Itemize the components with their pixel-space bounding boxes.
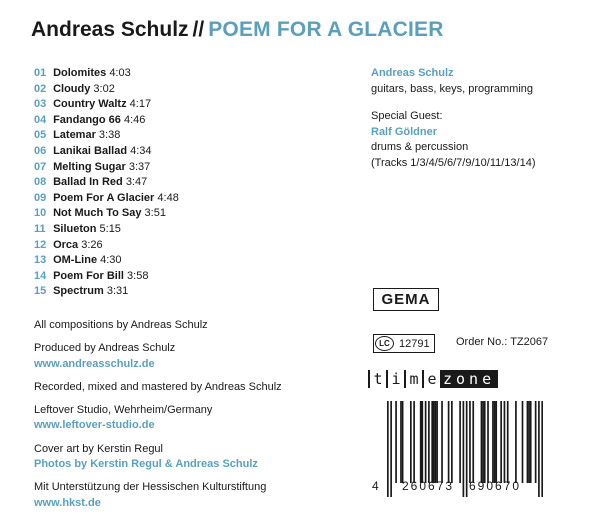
track-item <box>34 222 179 238</box>
barcode-guard-bar <box>466 401 468 497</box>
artist-name: Andreas Schulz <box>31 18 189 41</box>
barcode-bar <box>469 401 471 483</box>
track-title: Cloudy <box>53 82 91 95</box>
track-item <box>34 253 179 269</box>
track-title: Fandango 66 <box>53 113 121 126</box>
recorded-credit: Recorded, mixed and mastered by Andreas Schulz <box>34 380 282 393</box>
barcode-bar <box>492 401 494 483</box>
gema-logo: GEMA <box>373 288 439 311</box>
photos-credit: Photos by Kerstin Regul & Andreas Schulz <box>34 458 258 471</box>
barcode-bar <box>481 401 483 483</box>
barcode-bar <box>484 401 486 483</box>
track-duration: 3:38 <box>98 129 121 142</box>
barcode-guard-bar <box>541 401 543 497</box>
track-title: Not Much To Say <box>53 207 142 220</box>
studio-credit: Leftover Studio, Wehrheim/Germany <box>34 404 213 417</box>
support-credit: Mit Unterstützung der Hessischen Kulturstiftung <box>34 481 267 494</box>
track-number: 09 <box>34 191 47 204</box>
track-item <box>34 160 179 176</box>
barcode-bar <box>436 401 438 483</box>
track-number: 12 <box>34 238 47 251</box>
barcode-bar <box>448 401 450 483</box>
barcode-bar <box>500 401 502 483</box>
track-duration: 3:47 <box>125 176 148 189</box>
track-title: Silueton <box>53 222 97 235</box>
track-duration: 3:31 <box>106 285 129 298</box>
barcode-bar <box>507 401 509 483</box>
track-title: Poem For Bill <box>53 269 124 282</box>
barcode-bar <box>494 401 496 483</box>
track-item <box>34 175 179 191</box>
barcode-first-digit: 4 <box>372 479 379 493</box>
album-title <box>31 18 444 42</box>
barcode-bar <box>504 401 506 483</box>
track-duration: 3:26 <box>81 238 103 251</box>
label-code-number: 12791 <box>399 337 430 350</box>
guest-label: Special Guest: <box>371 110 443 123</box>
track-number: 04 <box>34 113 47 126</box>
musician-instruments: guitars, bass, keys, programming <box>371 82 534 95</box>
guest-name: Ralf Göldner <box>371 125 438 138</box>
barcode-bar <box>428 401 430 483</box>
barcode-bar <box>527 401 529 483</box>
track-item <box>34 144 179 160</box>
barcode-bar <box>528 401 530 483</box>
barcode-bar <box>413 401 415 483</box>
barcode-bar <box>431 401 433 483</box>
barcode-bar <box>435 401 437 483</box>
barcode-bar <box>472 401 474 483</box>
track-number: 11 <box>34 222 46 235</box>
track-number: 02 <box>34 82 47 95</box>
track-number: 13 <box>34 254 47 267</box>
barcode-left-digits: 260673 <box>402 479 455 493</box>
production-credits <box>34 318 282 519</box>
timezone-logo <box>368 370 498 388</box>
barcode-guard-bar <box>463 401 465 497</box>
track-title: Lanikai Ballad <box>53 144 128 157</box>
track-duration: 4:30 <box>100 254 122 267</box>
track-duration: 4:46 <box>123 113 146 126</box>
produced-credit: Produced by Andreas Schulz <box>34 342 176 355</box>
barcode-bar <box>400 401 402 483</box>
track-title: Orca <box>53 238 79 251</box>
track-duration: 3:51 <box>144 207 166 220</box>
barcode-bar <box>425 401 427 483</box>
musician-credits <box>371 66 535 172</box>
order-number: Order No.: TZ2067 <box>456 336 549 348</box>
track-duration: 4:03 <box>109 67 131 79</box>
barcode-bar <box>530 401 532 483</box>
track-duration: 4:17 <box>129 98 152 111</box>
track-title: Spectrum <box>53 285 104 298</box>
studio-url-link[interactable]: www.leftover-studio.de <box>34 419 155 432</box>
track-title: Dolomites <box>53 67 107 79</box>
barcode-bar <box>515 401 517 483</box>
barcode-bar <box>459 401 461 483</box>
barcode-bar <box>495 401 497 483</box>
logo-letter: e <box>427 370 437 388</box>
barcode-guard-bar <box>538 401 540 497</box>
barcode-guard-bar <box>390 401 392 497</box>
track-number: 08 <box>34 176 47 189</box>
track-number: 03 <box>34 98 47 111</box>
cover-credit: Cover art by Kerstin Regul <box>34 442 163 455</box>
barcode-bar <box>482 401 484 483</box>
track-item <box>34 113 179 129</box>
logo-letter: t <box>373 370 383 388</box>
lc-icon: LC <box>375 336 394 351</box>
track-list <box>34 66 179 300</box>
track-title: Country Waltz <box>53 98 127 111</box>
title-separator: // <box>192 18 205 41</box>
track-number: 07 <box>34 160 47 173</box>
logo-letter: i <box>391 370 401 388</box>
label-code-badge <box>373 334 435 353</box>
barcode-bar <box>421 401 423 483</box>
barcode-bar <box>451 401 453 483</box>
track-duration: 3:37 <box>128 160 151 173</box>
track-duration: 5:15 <box>99 222 121 235</box>
logo-inverse-word: zone <box>440 370 498 388</box>
guest-instruments: drums & percussion <box>371 141 469 154</box>
track-duration: 4:34 <box>130 144 152 157</box>
track-item <box>34 284 179 300</box>
track-item <box>34 97 179 113</box>
barcode-bar <box>395 401 397 483</box>
barcode-bar <box>535 401 537 483</box>
track-title: Latemar <box>53 129 96 142</box>
track-duration: 3:58 <box>127 269 149 282</box>
album-name: POEM FOR A GLACIER <box>208 18 444 41</box>
musician-name: Andreas Schulz <box>371 67 454 79</box>
track-number: 14 <box>34 269 47 282</box>
compositions-credit: All compositions by Andreas Schulz <box>34 319 208 331</box>
produced-url-link[interactable]: www.andreasschulz.de <box>34 357 155 370</box>
track-item <box>34 66 179 82</box>
track-title: Poem For A Glacier <box>53 191 155 204</box>
track-number: 01 <box>34 67 47 79</box>
track-title: OM-Line <box>53 254 98 267</box>
track-duration: 4:48 <box>157 191 179 204</box>
track-number: 06 <box>34 144 47 157</box>
track-item <box>34 82 179 98</box>
track-title: Melting Sugar <box>53 160 126 173</box>
barcode-bar <box>433 401 435 483</box>
track-item <box>34 191 179 207</box>
track-title: Ballad In Red <box>53 176 123 189</box>
track-item <box>34 238 179 254</box>
guest-tracks: (Tracks 1/3/4/5/6/7/9/10/11/13/14) <box>371 156 536 169</box>
barcode-bar <box>410 401 412 483</box>
track-number: 15 <box>34 285 47 298</box>
track-number: 10 <box>34 207 47 220</box>
track-item <box>34 128 179 144</box>
barcode-bar <box>522 401 524 483</box>
label-code <box>373 334 435 353</box>
track-item <box>34 206 179 222</box>
track-item <box>34 269 179 285</box>
support-url-link[interactable]: www.hkst.de <box>34 496 101 509</box>
barcode-bar <box>402 401 404 483</box>
barcode-guard-bar <box>387 401 389 497</box>
barcode-bar <box>487 401 489 483</box>
barcode-bar <box>441 401 443 483</box>
track-duration: 3:02 <box>93 82 115 95</box>
logo-letter: m <box>409 370 419 388</box>
track-number: 05 <box>34 129 47 142</box>
barcode-bar <box>420 401 422 483</box>
barcode-right-digits: 690670 <box>469 479 522 493</box>
